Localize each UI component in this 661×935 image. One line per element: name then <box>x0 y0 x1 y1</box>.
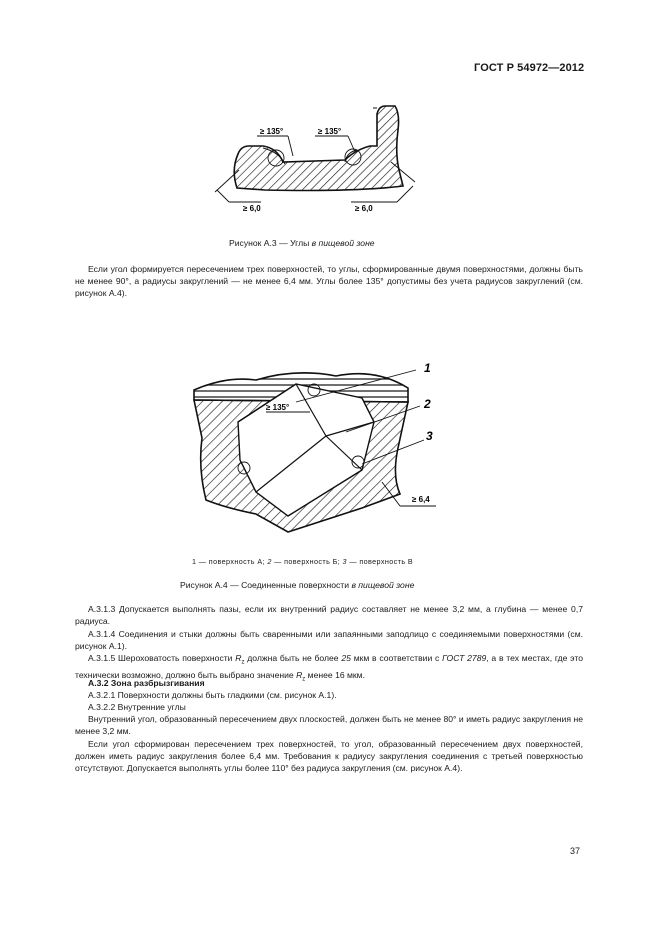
figure-a4-caption: Рисунок А.4 — Соединенные поверхности в пищевой зоне <box>180 580 415 590</box>
figure-a3-radius-right-label: ≥ 6,0 <box>355 204 373 213</box>
paragraph-a322: А.3.2.2 Внутренние углы <box>88 702 186 712</box>
paragraph-inner-angle: Внутренний угол, образованный пересечением двух плоскостей, должен быть не менее 80° и иметь радиус закругления не менее 3,2 мм. <box>75 714 583 737</box>
paragraph-a313: А.3.1.3 Допускается выполнять пазы, если их внутренний радиус составляет не менее 3,2 мм, а глубина — менее 0,7 радиуса. <box>75 604 583 627</box>
paragraph-a315: А.3.1.5 Шероховатость поверхности $R_z$ должна быть не более 25 мкм в соответствии с ГОСТ 2789, а в тех местах, где это технически возможно, должно быть выбрано значение $R_z$ менее 16 мкм. <box>75 653 583 683</box>
figure-a4-radius-label: ≥ 6,4 <box>412 495 430 504</box>
figure-a4-drawing <box>186 358 452 538</box>
figure-a4-legend: 1 — поверхность А; 2 — поверхность Б; 3 — поверхность В <box>192 557 414 566</box>
figure-a3-radius-left-label: ≥ 6,0 <box>243 204 261 213</box>
figure-a4-callout-3: 3 <box>426 429 433 443</box>
figure-a4-callout-2: 2 <box>424 397 431 411</box>
page-number: 37 <box>570 846 581 856</box>
figure-a3-caption: Рисунок А.3 — Углы в пищевой зоне <box>229 238 375 248</box>
figure-a4-angle-label: ≥ 135° <box>266 403 290 412</box>
figure-a3-angle-right-label: ≥ 135° <box>318 127 342 136</box>
section-title-a32: А.3.2 Зона разбрызгивания <box>88 678 205 688</box>
paragraph-three-surfaces-a3: Если угол формируется пересечением трех поверхностей, то углы, сформированные двумя поверхностями, должны быть не менее 90°, а радиусы закруглений — не менее 6,4 мм. Углы более 135° допустимы без учета радиусов закруглений (см. рисунок А.4). <box>75 264 583 299</box>
paragraph-a314: А.3.1.4 Соединения и стыки должны быть сваренными или запаянными заподлицо с соединяемыми поверхностями (см. рисунок А.1). <box>75 629 583 652</box>
document-code: ГОСТ Р 54972—2012 <box>474 62 585 74</box>
figure-a3-drawing <box>205 100 425 220</box>
figure-a3-angle-left-label: ≥ 135° <box>260 127 284 136</box>
figure-a4-callout-1: 1 <box>424 361 431 375</box>
paragraph-three-surfaces: Если угол сформирован пересечением трех поверхностей, то угол, образованный пересечением двух поверхностей, должен иметь радиус закругления более 6,4 мм. Требования к радиусу закругления соединения с третьей поверхностью отсутствуют. Допускается выполнять углы более 110° без радиуса закругления (см. рисунок А.4). <box>75 739 583 774</box>
paragraph-a321: А.3.2.1 Поверхности должны быть гладкими (см. рисунок А.1). <box>88 690 337 700</box>
